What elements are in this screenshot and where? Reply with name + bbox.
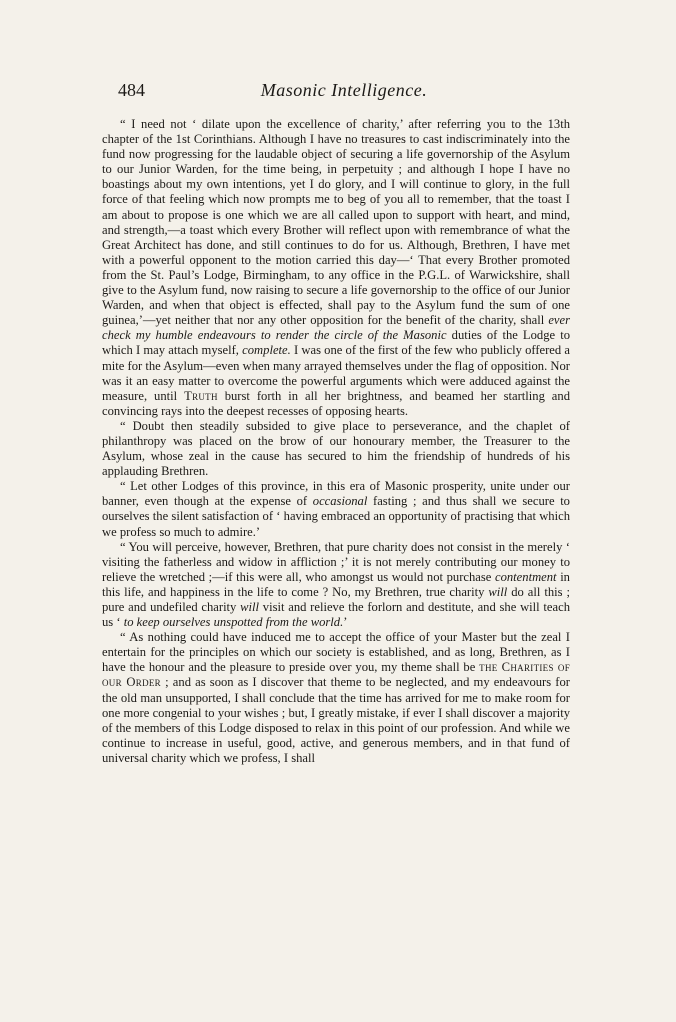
small-caps-text: the Charities of our Order — [102, 660, 571, 690]
italic-text: occasional — [312, 494, 368, 509]
body-text — [102, 117, 570, 766]
small-caps-text: Truth — [184, 388, 218, 403]
italic-text: will — [240, 600, 260, 614]
text-run: “ I need not ‘ dilate upon the excellence of charity,’ after referring you to the 13th chapter of the 1st Corinthians. Although I have no treasures to cast indiscriminately into the fund now progressing for the laudable object of securing a life governorship of the Asylum to our Junior Warden, for the time being, in perpetuity ; and although I hope I have no boastings about my own intentions, yet I do glory, and I will continue to glory, in the full force of that feeling which now prompts me to beg of you all to remember, that the toast I am about to propose is one which we are all called upon to support with heart, and mind, and strength,—a toast which every Brother will reflect upon with remembrance of what the Great Architect has done, and still continues to do for us. Although, Brethren, I have met with a powerful opponent to the motion carried this day—‘ That every Brother promoted from the St. Paul’s Lodge, Birmingham, to any office in the P.G.L. of Warwickshire, shall give to the Asylum fund, now raising to secure a life governorship to the office of our Junior Warden, and when that object is effected, shall pay to the Asylum fund the sum of one guinea,’—yet neither that nor any other opposition for the benefit of the charity, shall — [102, 117, 570, 328]
text-run: ; and as soon as I discover that theme to be neglected, and my endeavours for the old man unsupported, I shall conclude that the time has arrived for me to make room for one more congenial to your wishes ; but, I greatly mistake, if ever I shall discover a majority of the members of this Lodge disposed to relax in this point of our profession. And while we continue to increase in useful, good, active, and generous members, and in that fund of universal charity which we profess, I shall — [102, 675, 570, 765]
text-run: “ Doubt then steadily subsided to give place to perseverance, and the chaplet of philanthropy was placed on the brow of our honourary member, the Treasurer to the Asylum, whose zeal in the cause has secured to him the friendship of hundreds of his applauding Brethren. — [102, 418, 570, 479]
italic-text: ever check my humble endeavours to render the circle of the Masonic — [102, 313, 570, 343]
page-header — [118, 80, 570, 110]
text-run: visit and relieve the forlorn and destitute, and she will teach us ‘ — [102, 600, 570, 630]
text-run: “ You will perceive, however, Brethren, that pure charity does not consist in the merely ‘ visiting the fatherless and widow in affliction ;’ it is not merely contributing our money to relieve the wretched ;—if this were all, who amongst us would not purchase — [102, 539, 570, 584]
paragraph — [102, 479, 570, 539]
paragraph — [102, 117, 570, 419]
text-run: burst forth in all her brightness, and beamed her startling and convincing rays into the deepest recesses of opposing hearts. — [102, 388, 570, 418]
paragraph — [102, 419, 570, 479]
text-run: in this life, and happiness in the life to come ? No, my Brethren, true charity — [102, 569, 570, 599]
running-title: Masonic Intelligence. — [260, 80, 428, 100]
text-run: do all this ; pure and undefiled charity — [102, 584, 570, 614]
text-run: “ As nothing could have induced me to accept the office of your Master but the zeal I entertain for the principles on which our society is established, and as long, Brethren, as I have the honour and the pleasure to preside over you, my theme shall be — [102, 630, 570, 675]
italic-text: contentment — [495, 569, 557, 584]
text-run: “ Let other Lodges of this province, in this era of Masonic prosperity, unite under our banner, even though at the expense of — [102, 479, 570, 509]
text-run: duties of the Lodge to which I may attach myself, — [102, 328, 571, 358]
paragraph — [102, 630, 570, 766]
italic-text: to keep ourselves unspotted from the world. — [123, 615, 344, 630]
italic-text: will — [488, 584, 508, 599]
paragraph — [102, 540, 570, 631]
page-number: 484 — [118, 80, 145, 100]
text-run: ’ — [343, 615, 348, 630]
italic-text: complete. — [242, 343, 291, 358]
text-run: I was one of the first of the few who publicly offered a mite for the Asylum—even when many arrayed themselves under the flag of opposition. Nor was it an easy matter to overcome the powerful arguments which were adduced against the measure, until — [102, 343, 570, 403]
text-run: fasting ; and thus shall we secure to ourselves the silent satisfaction of ‘ having embraced an opportunity of practising that which we profess so much to admire.’ — [102, 494, 570, 539]
